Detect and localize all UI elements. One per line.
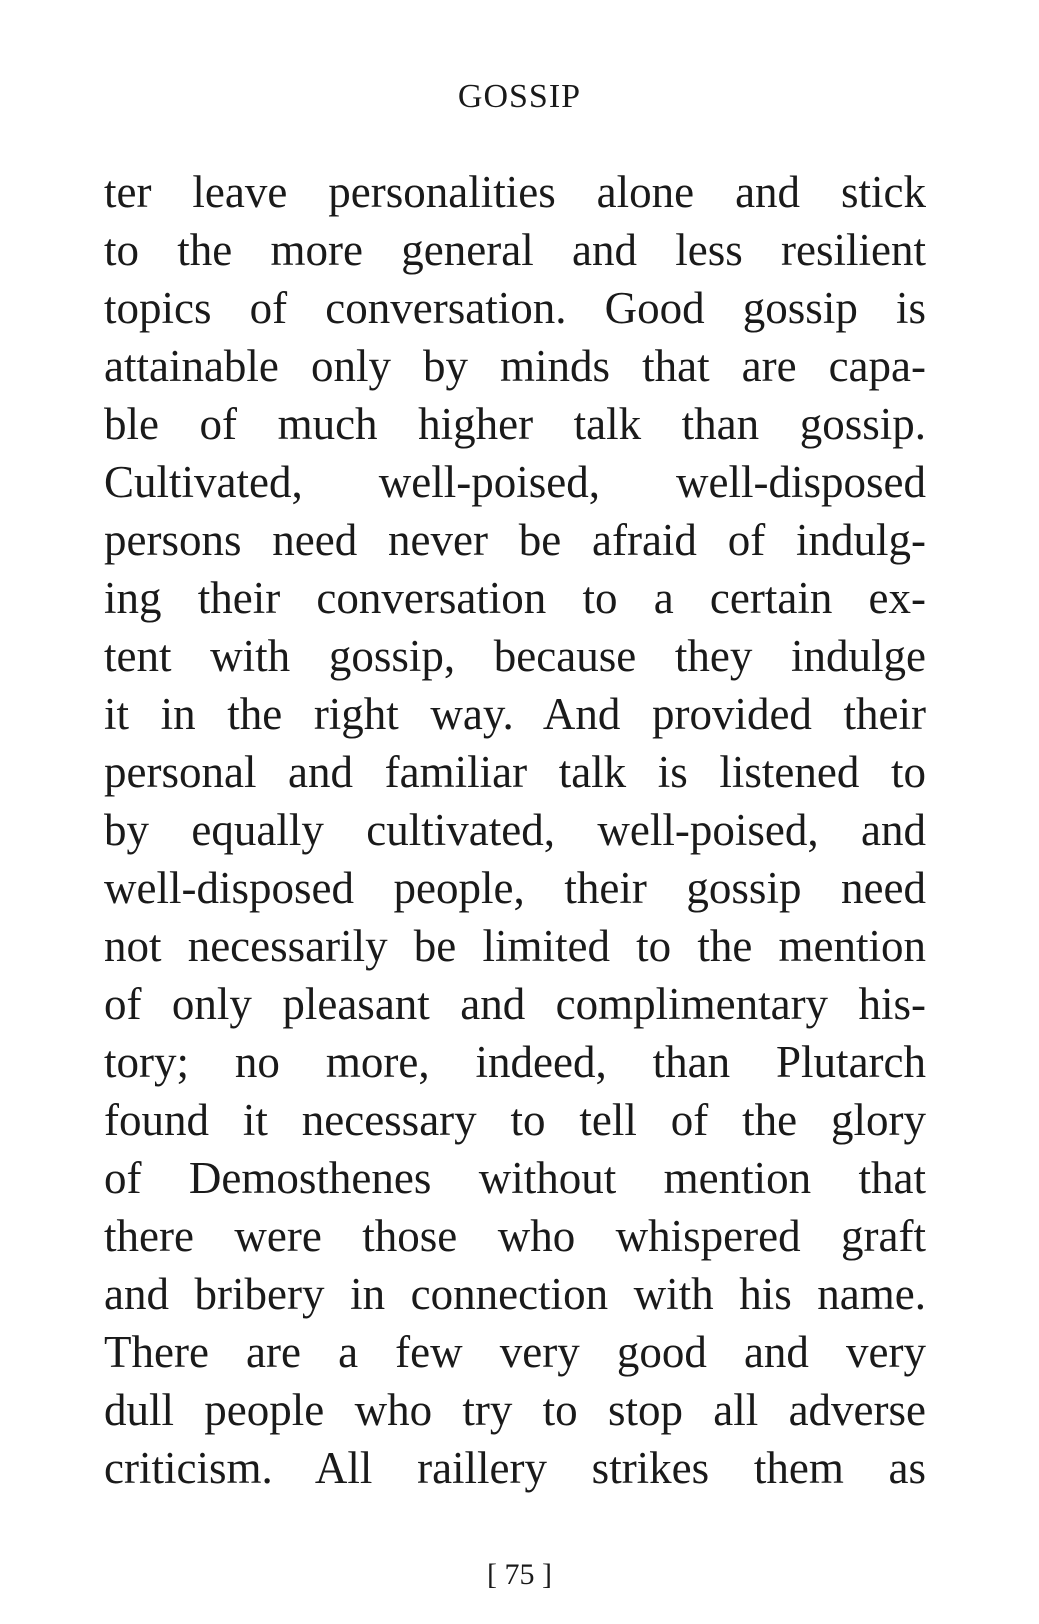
text-line: topics of conversation. Good gossip is — [104, 283, 926, 333]
text-line: of only pleasant and complimentary his- — [104, 979, 926, 1029]
text-line: ter leave personalities alone and stick — [104, 167, 926, 217]
text-line: to the more general and less resilient — [104, 225, 926, 275]
text-line: Cultivated, well-poised, well-disposed — [104, 457, 926, 507]
text-line: criticism. All raillery strikes them as — [104, 1443, 926, 1493]
text-line: There are a few very good and very — [104, 1327, 926, 1377]
text-line: by equally cultivated, well-poised, and — [104, 805, 926, 855]
text-line: and bribery in connection with his name. — [104, 1269, 926, 1319]
text-line: tory; no more, indeed, than Plutarch — [104, 1037, 926, 1087]
text-line: tent with gossip, because they indulge — [104, 631, 926, 681]
text-line: ing their conversation to a certain ex- — [104, 573, 926, 623]
text-line: personal and familiar talk is listened to — [104, 747, 926, 797]
page-number: [ 75 ] — [487, 1558, 552, 1591]
text-line: ble of much higher talk than gossip. — [104, 399, 926, 449]
text-line: it in the right way. And provided their — [104, 689, 926, 739]
text-line: attainable only by minds that are capa- — [104, 341, 926, 391]
text-line: well-disposed people, their gossip need — [104, 863, 926, 913]
text-line: persons need never be afraid of indulg- — [104, 515, 926, 565]
text-line: found it necessary to tell of the glory — [104, 1095, 926, 1145]
body-text — [104, 163, 926, 1497]
text-line: there were those who whispered graft — [104, 1211, 926, 1261]
text-line: dull people who try to stop all adverse — [104, 1385, 926, 1435]
text-line: of Demosthenes without mention that — [104, 1153, 926, 1203]
running-head: GOSSIP — [457, 78, 582, 115]
text-line: not necessarily be limited to the mention — [104, 921, 926, 971]
